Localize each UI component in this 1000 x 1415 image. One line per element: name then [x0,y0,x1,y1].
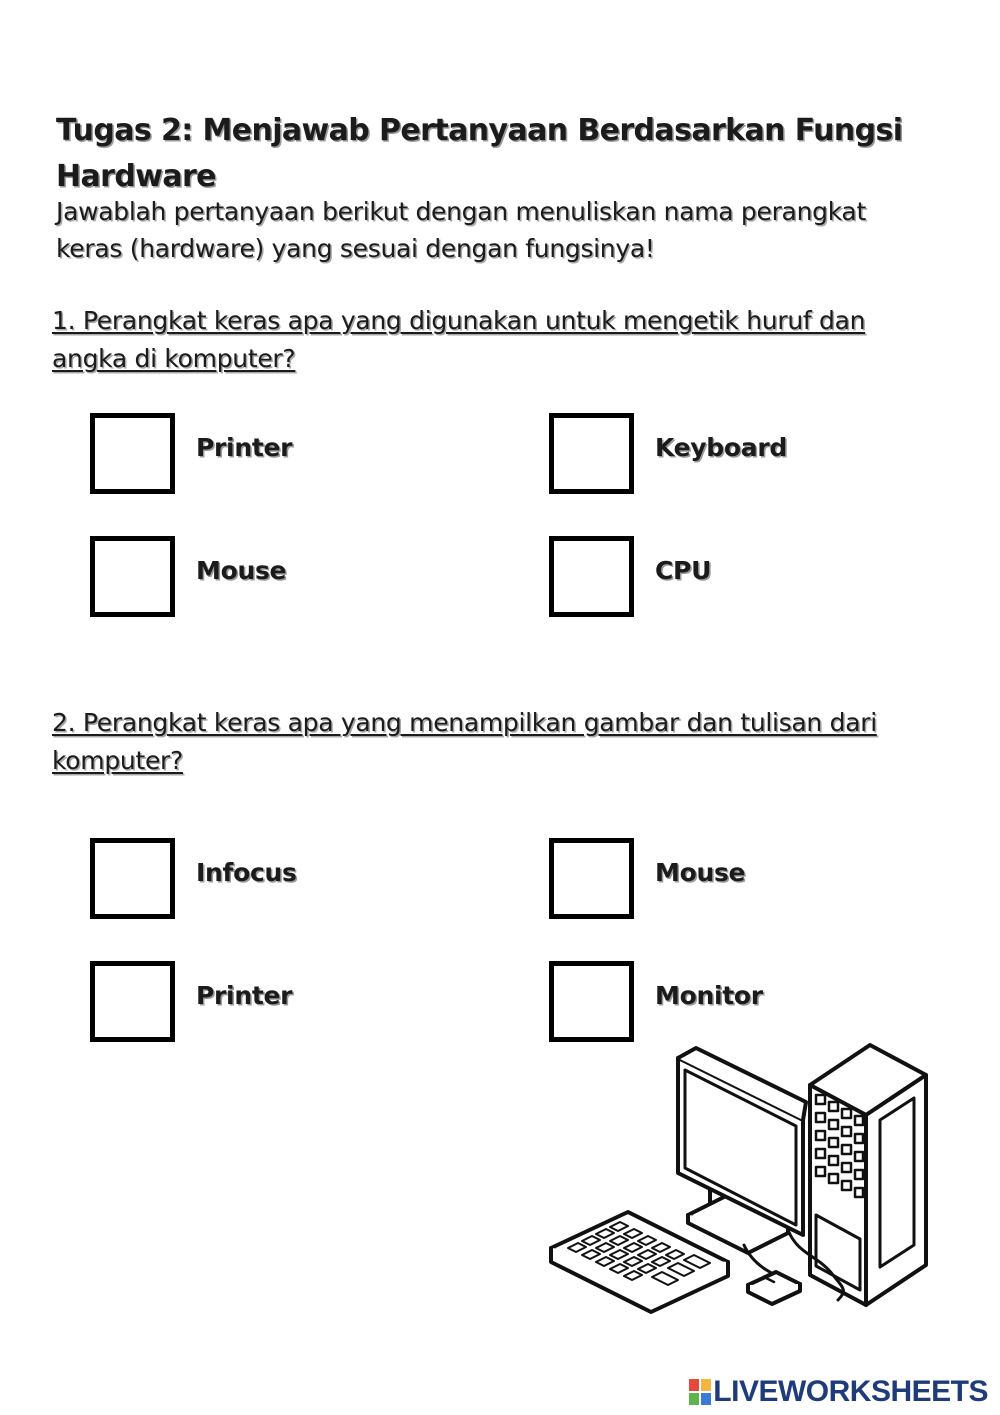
liveworksheets-logo-text: LIVEWORKSHEETS [713,1375,988,1408]
badge-square-3 [689,1393,699,1405]
badge-square-1 [689,1379,699,1391]
q1-option-keyboard-label: Keyboard [655,433,787,462]
q1-option-printer-checkbox[interactable] [90,413,175,494]
q2-option-monitor-checkbox[interactable] [549,961,634,1042]
computer-set-icon [548,1040,933,1335]
question-2-text: 2. Perangkat keras apa yang menampilkan gambar dan tulisan dari komputer? [52,708,877,775]
q1-option-keyboard-checkbox[interactable] [549,413,634,494]
worksheet-instruction: Jawablah pertanyaan berikut dengan menuliskan nama perangkat keras (hardware) yang sesuai dengan fungsinya! [56,197,866,263]
q2-option-mouse-label: Mouse [655,858,746,887]
q2-option-infocus-checkbox[interactable] [90,838,175,919]
q1-option-cpu-checkbox[interactable] [549,536,634,617]
q1-option-mouse-label: Mouse [196,556,287,585]
liveworksheets-badge-icon [689,1379,711,1405]
q2-option-monitor-label: Monitor [655,981,763,1010]
q2-option-printer-label: Printer [196,981,293,1010]
worksheet-title: Tugas 2: Menjawab Pertanyaan Berdasarkan Fungsi Hardware [56,113,903,194]
q1-option-cpu-label: CPU [655,556,712,585]
q2-option-infocus-label: Infocus [196,858,297,887]
q1-option-printer-label: Printer [196,433,293,462]
q1-option-mouse-checkbox[interactable] [90,536,175,617]
q2-option-printer-checkbox[interactable] [90,961,175,1042]
badge-square-2 [701,1379,711,1391]
badge-square-4 [701,1393,711,1405]
q2-option-mouse-checkbox[interactable] [549,838,634,919]
question-1-text: 1. Perangkat keras apa yang digunakan untuk mengetik huruf dan angka di komputer? [52,306,866,373]
liveworksheets-logo [689,1372,988,1412]
